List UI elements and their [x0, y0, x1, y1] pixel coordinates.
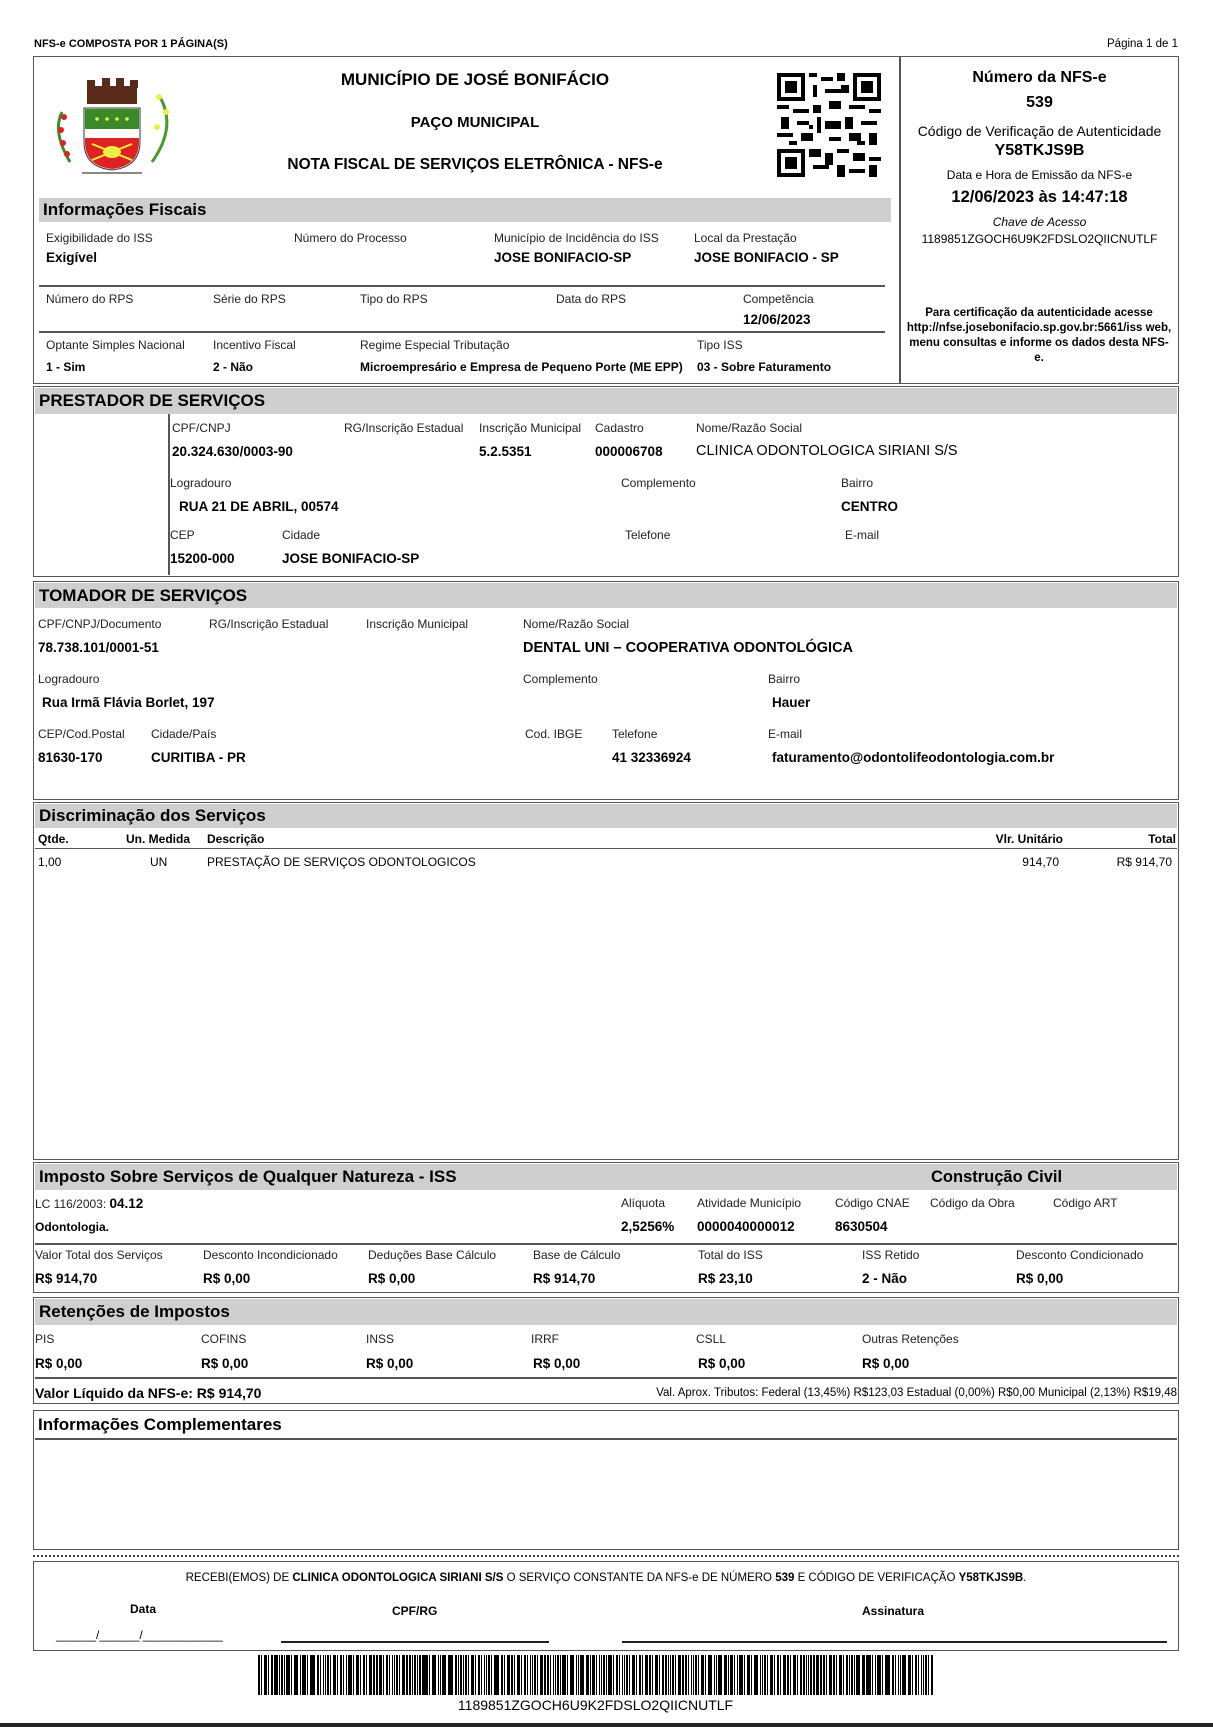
field-label: Competência: [743, 292, 814, 306]
field-label: ISS Retido: [862, 1248, 920, 1262]
field-label: CSLL: [696, 1332, 727, 1346]
provider-cnpj: 20.324.630/0003-90: [172, 444, 293, 459]
field-label: CPF/CNPJ: [172, 421, 231, 435]
nfse-number: 539: [1026, 94, 1053, 111]
receipt-date-label: Data: [130, 1602, 157, 1616]
field-label: Exigibilidade do ISS: [46, 231, 153, 245]
field-label: Tipo ISS: [697, 338, 743, 352]
field-label: CEP: [170, 528, 195, 542]
field-label: Base de Cálculo: [533, 1248, 621, 1262]
inss-value: R$ 0,00: [366, 1356, 414, 1371]
receipt-cpf-label: CPF/RG: [392, 1604, 438, 1618]
field-label: Deduções Base Cálculo: [368, 1248, 497, 1262]
page-bottom-edge: [0, 1723, 1213, 1727]
provider-city: JOSE BONIFACIO-SP: [282, 551, 420, 566]
field-label: Número do Processo: [294, 231, 407, 245]
retentions-title: Retenções de Impostos: [35, 1299, 1177, 1325]
field-label: CPF/CNPJ/Documento: [38, 617, 162, 631]
deductions: R$ 0,00: [368, 1271, 416, 1286]
field-label: Total do ISS: [698, 1248, 763, 1262]
total-services-value: R$ 914,70: [35, 1271, 98, 1286]
field-label: Telefone: [612, 727, 658, 741]
other-retentions-value: R$ 0,00: [862, 1356, 910, 1371]
iss-exigibility: Exigível: [46, 250, 98, 265]
divider: [39, 285, 885, 287]
tax-incentive: 2 - Não: [213, 360, 254, 374]
taker-title: TOMADOR DE SERVIÇOS: [35, 583, 1177, 608]
taker-zip: 81630-170: [38, 750, 103, 765]
field-label: Outras Retenções: [862, 1332, 959, 1346]
iss-municipality: JOSE BONIFACIO-SP: [494, 250, 632, 265]
field-label: Bairro: [841, 476, 874, 490]
field-label: Regime Especial Tributação: [360, 338, 510, 352]
access-key-label: Chave de Acesso: [992, 215, 1087, 229]
taker-name: DENTAL UNI – COOPERATIVA ODONTOLÓGICA: [523, 640, 854, 656]
lc-code: 04.12: [109, 1196, 144, 1211]
lc-label-text: LC 116/2003:: [35, 1197, 107, 1211]
net-value-amount: R$ 914,70: [196, 1385, 262, 1401]
taker-email: faturamento@odontolifeodontologia.com.br: [772, 750, 1055, 765]
receipt-code: Y58TKJS9B: [958, 1572, 1024, 1584]
page-indicator: Página 1 de 1: [1107, 38, 1178, 50]
provider-title: PRESTADOR DE SERVIÇOS: [35, 388, 1177, 414]
fiscal-info-title: Informações Fiscais: [39, 198, 891, 222]
receipt-cpf-field[interactable]: [281, 1641, 549, 1643]
field-label: Data do RPS: [556, 292, 627, 306]
col-qty: Qtde.: [38, 832, 69, 846]
field-label: Cidade: [282, 528, 321, 542]
field-label: Complemento: [523, 672, 598, 686]
field-label: Série do RPS: [213, 292, 286, 306]
field-label: Nome/Razão Social: [523, 617, 630, 631]
nfse-number-label: Número da NFS-e: [972, 69, 1107, 86]
field-label: Cidade/País: [151, 727, 217, 741]
field-label: Inscrição Municipal: [479, 421, 582, 435]
divider: [35, 848, 1177, 849]
complementary-title: Informações Complementares: [38, 1415, 282, 1434]
document-title: NOTA FISCAL DE SERVIÇOS ELETRÔNICA - NFS-e: [287, 156, 663, 173]
col-unit-value: Vlr. Unitário: [995, 832, 1063, 846]
conditional-discount: R$ 0,00: [1016, 1271, 1064, 1286]
field-label: Incentivo Fiscal: [213, 338, 296, 352]
divider: [39, 331, 885, 333]
receipt-date-field[interactable]: ______/______/____________: [56, 1628, 223, 1642]
divider: [35, 1243, 1177, 1245]
emission-label: Data e Hora de Emissão da NFS-e: [946, 168, 1133, 182]
field-label: Optante Simples Nacional: [46, 338, 185, 352]
receipt-statement: [33, 1572, 1179, 1584]
field-label: Cadastro: [595, 421, 644, 435]
pis-value: R$ 0,00: [35, 1356, 83, 1371]
row-unit: UN: [150, 855, 168, 869]
service-location: JOSE BONIFACIO - SP: [694, 250, 839, 265]
barcode-icon: [258, 1655, 933, 1695]
net-value-label: Valor Líquido da NFS-e:: [35, 1385, 193, 1401]
field-label: RG/Inscrição Estadual: [209, 617, 329, 631]
field-label: RG/Inscrição Estadual: [344, 421, 464, 435]
construction-title: Construção Civil: [931, 1168, 1063, 1186]
lc-description: Odontologia.: [35, 1220, 109, 1234]
certification-note: Para certificação da autenticidade acesse http://nfse.josebonifacio.sp.gov.br:5661/iss web, menu consultas e informe os dados desta NFS-e.: [906, 307, 1172, 364]
row-qty: 1,00: [38, 855, 62, 869]
field-label: Número do RPS: [46, 292, 134, 306]
cnae-code: 8630504: [835, 1219, 888, 1234]
calculation-base: R$ 914,70: [533, 1271, 596, 1286]
receipt-middle2: E CÓDIGO DE VERIFICAÇÃO: [794, 1572, 959, 1584]
divider: [35, 1438, 1177, 1440]
csll-value: R$ 0,00: [698, 1356, 746, 1371]
iss-withheld: 2 - Não: [862, 1271, 908, 1286]
taker-street: Rua Irmã Flávia Borlet, 197: [42, 695, 215, 710]
field-label: IRRF: [531, 1332, 559, 1346]
provider-municipal-registration: 5.2.5351: [479, 444, 532, 459]
field-label: Município de Incidência do ISS: [494, 231, 659, 245]
municipal-activity: 0000040000012: [697, 1219, 795, 1234]
iss-type: 03 - Sobre Faturamento: [697, 360, 832, 374]
header-subtitle: PAÇO MUNICIPAL: [410, 114, 540, 131]
field-label: COFINS: [201, 1332, 247, 1346]
provider-district: CENTRO: [841, 499, 898, 514]
field-label: Atividade Município: [697, 1196, 802, 1210]
lc-label: [35, 1196, 143, 1211]
simples-nacional: 1 - Sim: [46, 360, 86, 374]
field-label: Logradouro: [170, 476, 232, 490]
provider-name: CLINICA ODONTOLOGICA SIRIANI S/S: [696, 443, 958, 459]
receipt-signature-label: Assinatura: [862, 1604, 925, 1618]
iss-rate: 2,5256%: [621, 1219, 675, 1234]
field-label: Inscrição Municipal: [366, 617, 469, 631]
field-label: Cod. IBGE: [525, 727, 583, 741]
field-label: Logradouro: [38, 672, 100, 686]
field-label: Código ART: [1053, 1196, 1118, 1210]
cut-line: [33, 1555, 1179, 1557]
taker-box: [33, 581, 1179, 800]
field-label: Desconto Incondicionado: [203, 1248, 338, 1262]
field-label: Telefone: [625, 528, 671, 542]
verification-code: Y58TKJS9B: [994, 142, 1085, 159]
taker-phone: 41 32336924: [612, 750, 691, 765]
field-label: E-mail: [845, 528, 880, 542]
net-value: [35, 1385, 261, 1401]
row-description: PRESTAÇÃO DE SERVIÇOS ODONTOLOGICOS: [207, 855, 476, 869]
receipt-suffix: .: [1023, 1572, 1027, 1584]
field-label: Local da Prestação: [694, 231, 797, 245]
taker-district: Hauer: [772, 695, 811, 710]
field-label: Tipo do RPS: [360, 292, 428, 306]
row-total: R$ 914,70: [1116, 855, 1172, 869]
receipt-signature-field[interactable]: [622, 1641, 1167, 1643]
field-label: E-mail: [768, 727, 803, 741]
provider-cadastro: 000006708: [595, 444, 663, 459]
iss-total: R$ 23,10: [698, 1271, 753, 1286]
qr-code-icon: [777, 73, 881, 177]
field-label: Código da Obra: [930, 1196, 1015, 1210]
field-label: Alíquota: [621, 1196, 666, 1210]
page-composition: NFS-e COMPOSTA POR 1 PÁGINA(S): [34, 38, 228, 50]
field-label: INSS: [366, 1332, 395, 1346]
row-unit-value: 914,70: [1022, 855, 1059, 869]
receipt-provider-name: CLINICA ODONTOLOGICA SIRIANI S/S: [292, 1572, 504, 1584]
barcode-text: 1189851ZGOCH6U9K2FDSLO2QIICNUTLF: [457, 1697, 734, 1713]
receipt-number: 539: [775, 1572, 795, 1584]
taker-cnpj: 78.738.101/0001-51: [38, 640, 159, 655]
irrf-value: R$ 0,00: [533, 1356, 581, 1371]
competence-date: 12/06/2023: [743, 312, 811, 327]
provider-street: RUA 21 DE ABRIL, 00574: [179, 499, 339, 514]
special-regime: Microempresário e Empresa de Pequeno Porte (ME EPP): [360, 360, 683, 374]
col-total: Total: [1148, 832, 1176, 846]
receipt-middle: O SERVIÇO CONSTANTE DA NFS-e DE NÚMERO: [503, 1572, 776, 1584]
receipt-prefix: RECEBI(EMOS) DE: [185, 1572, 293, 1584]
approx-taxes: Val. Aprox. Tributos: Federal (13,45%) R$123,03 Estadual (0,00%) R$0,00 Municipal (2,13%) R$19,48: [656, 1387, 1177, 1399]
unconditional-discount: R$ 0,00: [203, 1271, 251, 1286]
verification-code-label: Código de Verificação de Autenticidade: [917, 123, 1162, 139]
col-unit: Un. Medida: [126, 832, 191, 846]
field-label: Nome/Razão Social: [696, 421, 803, 435]
services-title: Discriminação dos Serviços: [35, 804, 1177, 828]
field-label: Código CNAE: [835, 1196, 910, 1210]
field-label: PIS: [35, 1332, 55, 1346]
taker-city: CURITIBA - PR: [151, 750, 246, 765]
iss-title-text: Imposto Sobre Serviços de Qualquer Natureza - ISS: [39, 1167, 457, 1186]
col-description: Descrição: [207, 832, 265, 846]
municipality-title: MUNICÍPIO DE JOSÉ BONIFÁCIO: [340, 70, 610, 89]
municipal-logo-icon: [52, 72, 172, 176]
divider: [35, 1377, 1177, 1379]
provider-zip: 15200-000: [170, 551, 235, 566]
field-label: Bairro: [768, 672, 801, 686]
field-label: CEP/Cod.Postal: [38, 727, 125, 741]
emission-datetime: 12/06/2023 às 14:47:18: [951, 188, 1128, 206]
cofins-value: R$ 0,00: [201, 1356, 249, 1371]
field-label: Desconto Condicionado: [1016, 1248, 1144, 1262]
access-key: 1189851ZGOCH6U9K2FDSLO2QIICNUTLF: [921, 232, 1158, 246]
field-label: Valor Total dos Serviços: [35, 1248, 163, 1262]
field-label: Complemento: [621, 476, 696, 490]
